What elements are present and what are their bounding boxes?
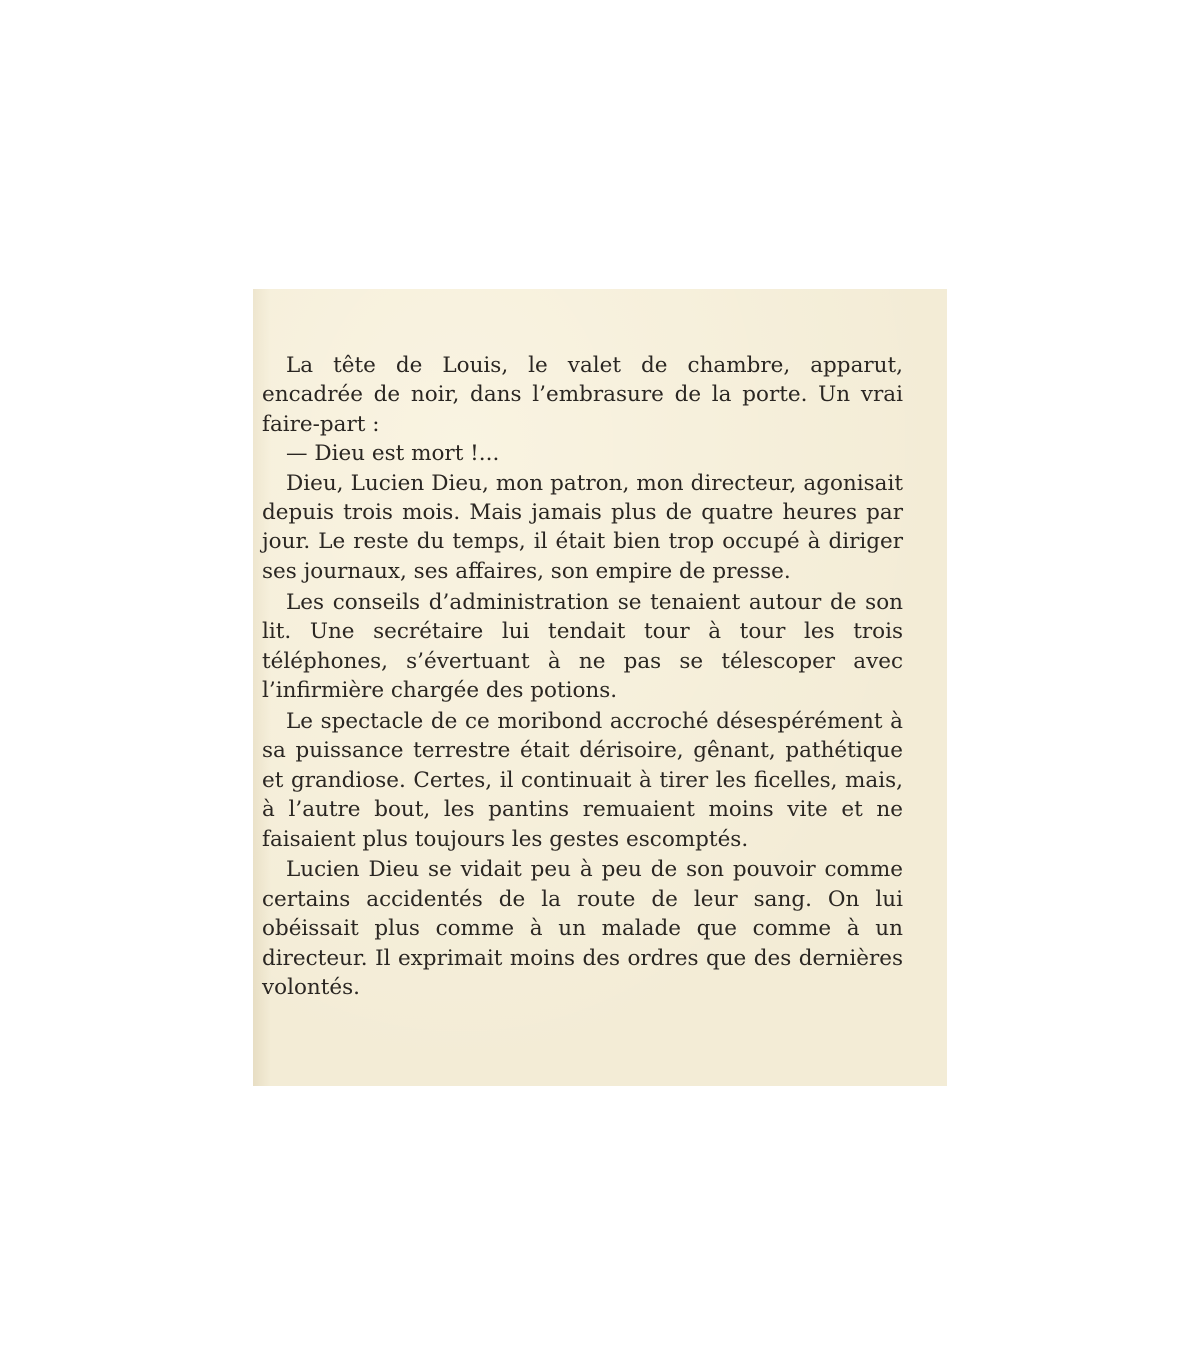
paragraph-4: Les conseils d’administration se tenaient autour de son lit. Une secrétaire lui tendait tour à tour les trois téléphones, s’évertuant à ne pas se télescoper avec l’infirmière chargée des potions. xyxy=(262,589,903,703)
paragraph-3: Dieu, Lucien Dieu, mon patron, mon directeur, agonisait depuis trois mois. Mais jamais plus de quatre heures par jour. Le reste du temps, il était bien trop occupé à diriger ses journaux, ses affaires, son empire de presse. xyxy=(262,470,903,584)
scanned-page xyxy=(253,289,947,1086)
paragraph-6: Lucien Dieu se vidait peu à peu de son pouvoir comme certains accidentés de la route de leur sang. On lui obéissait plus comme à un malade que comme à un directeur. Il exprimait moins des ordres que des dernières volontés. xyxy=(262,857,903,1001)
paragraph-1: La tête de Louis, le valet de chambre, apparut, encadrée de noir, dans l’embrasure de la porte. Un vrai faire-part : xyxy=(262,353,903,437)
body-text xyxy=(262,351,903,1002)
paragraph-5: Le spectacle de ce moribond accroché désespérément à sa puissance terrestre était dérisoire, gênant, pathétique et grandiose. Certes, il continuait à tirer les ficelles, mais, à l’autre bout, les pantins remuaient moins vite et ne faisaient plus toujours les gestes escomptés. xyxy=(262,708,903,852)
paragraph-2: — Dieu est mort !... xyxy=(286,441,500,467)
